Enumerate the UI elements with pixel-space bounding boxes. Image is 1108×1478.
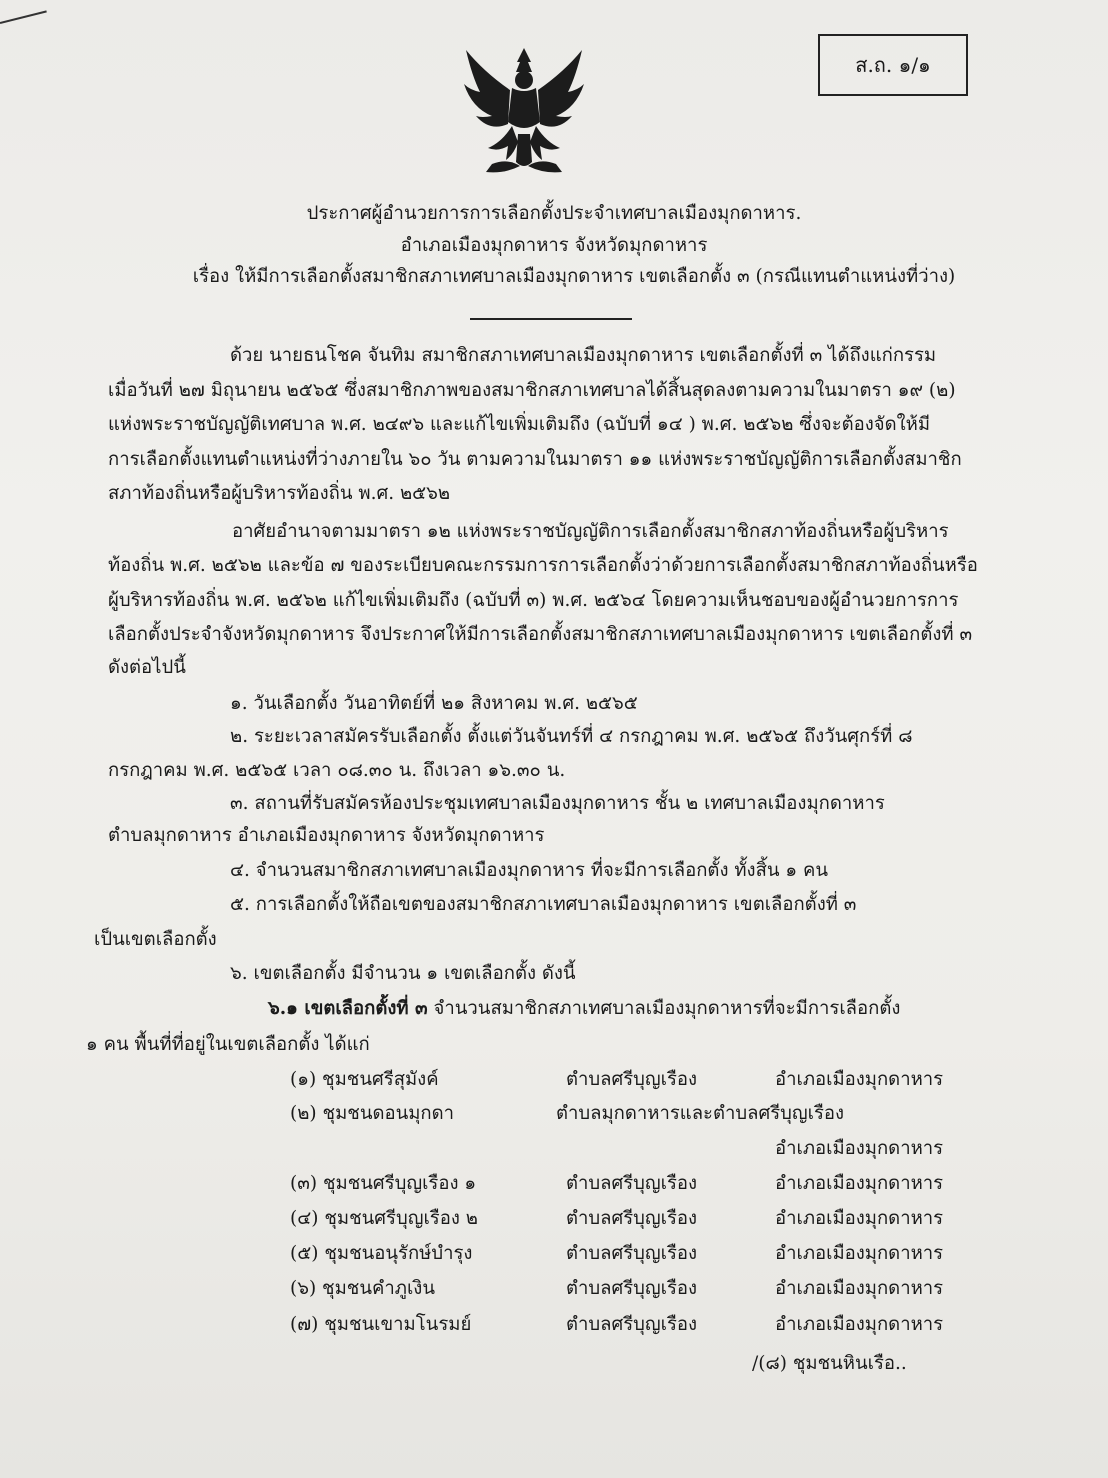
item-2-line-1: ๒. ระยะเวลาสมัครรับเลือกตั้ง ตั้งแต่วันจันทร์ที่ ๔ กรกฎาคม พ.ศ. ๒๕๖๕ ถึงวันศุกร์ที่ ๘ xyxy=(230,726,913,747)
item-6-1-line-1 xyxy=(268,1000,900,1019)
para2-line-1: อาศัยอำนาจตามมาตรา ๑๒ แห่งพระราชบัญญัติการเลือกตั้งสมาชิกสภาท้องถิ่นหรือผู้บริหาร xyxy=(232,521,949,542)
community-7-amphoe: อำเภอเมืองมุกดาหาร xyxy=(775,1314,944,1335)
document-code-box xyxy=(818,34,968,96)
community-4-amphoe: อำเภอเมืองมุกดาหาร xyxy=(775,1208,944,1229)
community-1-name: (๑) ชุมชนศรีสุมังค์ xyxy=(290,1069,439,1090)
item-3-line-2: ตำบลมุกดาหาร อำเภอเมืองมุกดาหาร จังหวัดมุกดาหาร xyxy=(108,825,545,846)
community-3-name: (๓) ชุมชนศรีบุญเรือง ๑ xyxy=(290,1173,477,1194)
community-1-amphoe: อำเภอเมืองมุกดาหาร xyxy=(775,1069,944,1090)
item-2-line-2: กรกฎาคม พ.ศ. ๒๕๖๕ เวลา ๐๘.๓๐ น. ถึงเวลา ๑๖.๓๐ น. xyxy=(108,760,566,781)
community-4-tambon: ตำบลศรีบุญเรือง xyxy=(566,1208,698,1229)
title-subject: เรื่อง ให้มีการเลือกตั้งสมาชิกสภาเทศบาลเมืองมุกดาหาร เขตเลือกตั้ง ๓ (กรณีแทนตำแหน่งที่ว่าง) xyxy=(192,266,956,287)
title-line-1: ประกาศผู้อำนวยการการเลือกตั้งประจำเทศบาลเมืองมุกดาหาร. xyxy=(306,203,802,224)
para1-line-2: เมื่อวันที่ ๒๗ มิถุนายน ๒๕๖๕ ซึ่งสมาชิกภาพของสมาชิกสภาเทศบาลได้สิ้นสุดลงตามความในมาตรา ๑๙ (๒) xyxy=(108,380,956,401)
para2-line-2: ท้องถิ่น พ.ศ. ๒๕๖๒ และข้อ ๗ ของระเบียบคณะกรรมการการเลือกตั้งว่าด้วยการเลือกตั้งสมาชิกสภาท้องถิ่นหรือ xyxy=(108,555,978,576)
community-2-name: (๒) ชุมชนดอนมุกดา xyxy=(290,1103,455,1124)
community-3-tambon: ตำบลศรีบุญเรือง xyxy=(566,1173,698,1194)
community-6-amphoe: อำเภอเมืองมุกดาหาร xyxy=(775,1278,944,1299)
community-5-tambon: ตำบลศรีบุญเรือง xyxy=(566,1243,698,1264)
item-6-1-line-2: ๑ คน พื้นที่ที่อยู่ในเขตเลือกตั้ง ได้แก่ xyxy=(86,1034,370,1055)
para1-line-4: การเลือกตั้งแทนตำแหน่งที่ว่างภายใน ๖๐ วัน ตามความในมาตรา ๑๑ แห่งพระราชบัญญัติการเลือกตั้งสมาชิก xyxy=(108,449,962,470)
community-2-amphoe: อำเภอเมืองมุกดาหาร xyxy=(775,1138,944,1159)
item-5-line-1: ๕. การเลือกตั้งให้ถือเขตของสมาชิกสภาเทศบาลเมืองมุกดาหาร เขตเลือกตั้งที่ ๓ xyxy=(230,894,857,915)
para1-line-5: สภาท้องถิ่นหรือผู้บริหารท้องถิ่น พ.ศ. ๒๕๖๒ xyxy=(108,483,451,504)
item-6: ๖. เขตเลือกตั้ง มีจำนวน ๑ เขตเลือกตั้ง ดังนี้ xyxy=(230,963,576,984)
item-1: ๑. วันเลือกตั้ง วันอาทิตย์ที่ ๒๑ สิงหาคม พ.ศ. ๒๕๖๕ xyxy=(230,693,638,714)
community-3-amphoe: อำเภอเมืองมุกดาหาร xyxy=(775,1173,944,1194)
pen-mark xyxy=(0,10,47,24)
item-5-line-2: เป็นเขตเลือกตั้ง xyxy=(94,929,217,950)
community-4-name: (๔) ชุมชนศรีบุญเรือง ๒ xyxy=(290,1208,478,1229)
para2-line-4: เลือกตั้งประจำจังหวัดมุกดาหาร จึงประกาศให้มีการเลือกตั้งสมาชิกสภาเทศบาลเมืองมุกดาหาร เขตเลือกตั้งที่ ๓ xyxy=(108,624,973,645)
community-7-tambon: ตำบลศรีบุญเรือง xyxy=(566,1314,698,1335)
para1-line-3: แห่งพระราชบัญญัติเทศบาล พ.ศ. ๒๔๙๖ และแก้ไขเพิ่มเติมถึง (ฉบับที่ ๑๔ ) พ.ศ. ๒๕๖๒ ซึ่งจะต้องจัดให้มี xyxy=(108,414,931,435)
item-4: ๔. จำนวนสมาชิกสภาเทศบาลเมืองมุกดาหาร ที่จะมีการเลือกตั้ง ทั้งสิ้น ๑ คน xyxy=(230,860,829,881)
community-6-tambon: ตำบลศรีบุญเรือง xyxy=(566,1278,698,1299)
title-line-2: อำเภอเมืองมุกดาหาร จังหวัดมุกดาหาร xyxy=(400,235,708,256)
community-7-name: (๗) ชุมชนเขามโนรมย์ xyxy=(290,1314,472,1335)
item-6-1-heading: ๖.๑ เขตเลือกตั้งที่ ๓ xyxy=(268,998,428,1019)
community-6-name: (๖) ชุมชนคำภูเงิน xyxy=(290,1278,435,1299)
community-5-name: (๕) ชุมชนอนุรักษ์บำรุง xyxy=(290,1243,473,1264)
item-3-line-1: ๓. สถานที่รับสมัครห้องประชุมเทศบาลเมืองมุกดาหาร ชั้น ๒ เทศบาลเมืองมุกดาหาร xyxy=(230,793,885,814)
garuda-emblem-icon xyxy=(462,42,586,178)
para2-line-3: ผู้บริหารท้องถิ่น พ.ศ. ๒๕๖๒ แก้ไขเพิ่มเติมถึง (ฉบับที่ ๓) พ.ศ. ๒๕๖๔ โดยความเห็นชอบของผู้อำนวยการการ xyxy=(108,590,959,611)
community-1-tambon: ตำบลศรีบุญเรือง xyxy=(566,1069,698,1090)
community-2-tambon: ตำบลมุกดาหารและตำบลศรีบุญเรือง xyxy=(556,1103,845,1124)
item-6-1-text: จำนวนสมาชิกสภาเทศบาลเมืองมุกดาหารที่จะมีการเลือกตั้ง xyxy=(433,998,901,1019)
continuation-note: /(๘) ชุมชนหินเรือ.. xyxy=(752,1353,907,1374)
para1-line-1: ด้วย นายธนโชค จันทิม สมาชิกสภาเทศบาลเมืองมุกดาหาร เขตเลือกตั้งที่ ๓ ได้ถึงแก่กรรม xyxy=(230,345,937,366)
community-5-amphoe: อำเภอเมืองมุกดาหาร xyxy=(775,1243,944,1264)
document-code: ส.ถ. ๑/๑ xyxy=(855,53,931,77)
para2-line-5: ดังต่อไปนี้ xyxy=(108,657,186,678)
divider-rule xyxy=(470,318,632,320)
